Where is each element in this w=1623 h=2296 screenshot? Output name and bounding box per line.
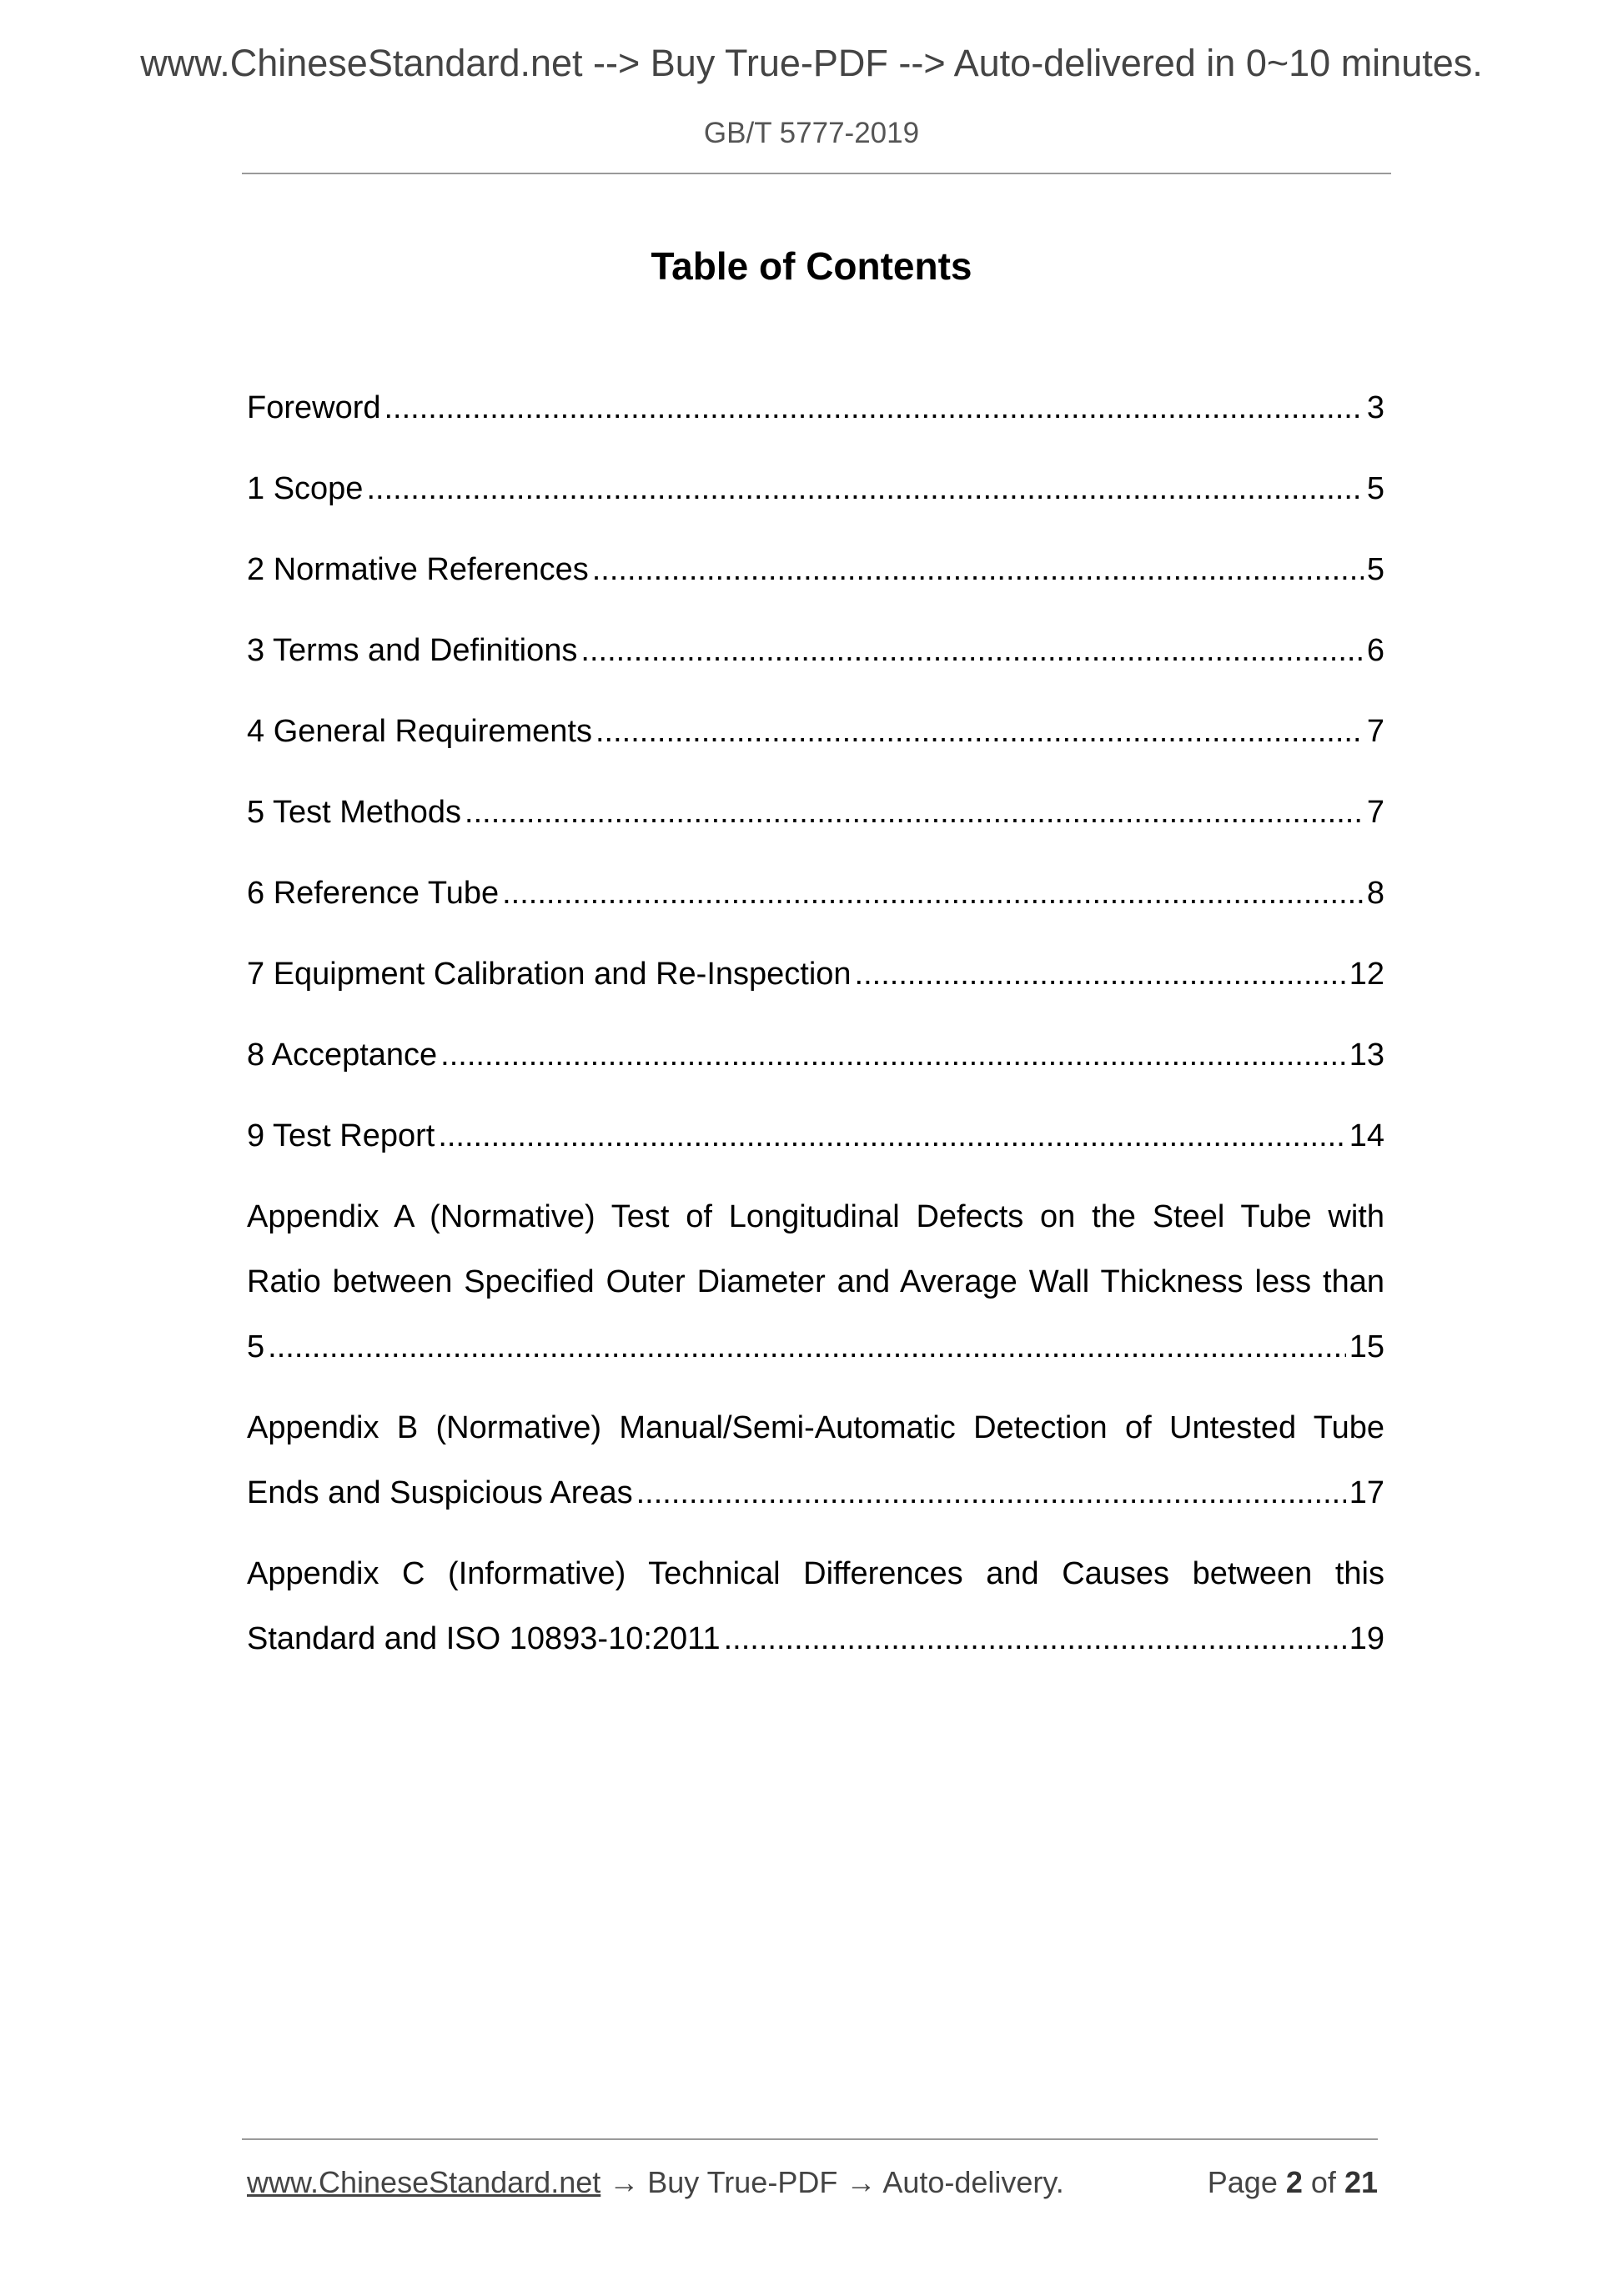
toc-entry-appendix-a[interactable]: [247, 1184, 1384, 1379]
toc-entry-equipment-calibration[interactable]: [247, 942, 1384, 1007]
toc-page-number: 8: [1366, 876, 1384, 911]
toc-entry-text: 1 Scope: [247, 471, 364, 506]
toc-page-number: 17: [1349, 1475, 1384, 1510]
toc-entry-appendix-c[interactable]: [247, 1541, 1384, 1671]
toc-entry-text-line: Ratio between Specified Outer Diameter and Average Wall Thickness less than: [247, 1264, 1384, 1299]
toc-entry-text: 5 Test Methods: [247, 795, 462, 830]
top-banner: www.ChineseStandard.net --> Buy True-PDF --> Auto-delivered in 0~10 minutes.: [140, 42, 1483, 84]
toc-leader-dots: [465, 780, 1364, 845]
toc-entry-terms-definitions[interactable]: [247, 618, 1384, 683]
toc-leader-dots: [438, 1103, 1345, 1168]
toc-leader-dots: [636, 1460, 1346, 1525]
toc-title: Table of Contents: [651, 244, 972, 288]
toc-entry-text: 3 Terms and Definitions: [247, 633, 578, 668]
toc-page-number: 12: [1349, 957, 1384, 992]
toc-entry-text-line: Appendix B (Normative) Manual/Semi-Automatic Detection of Untested Tube: [247, 1410, 1384, 1445]
footer-divider: [242, 2138, 1378, 2140]
toc-entry-test-methods[interactable]: [247, 780, 1384, 845]
toc-entry-text: Standard and ISO 10893-10:2011: [247, 1621, 721, 1656]
footer-website-link[interactable]: www.ChineseStandard.net: [247, 2165, 601, 2199]
toc-page-number: 15: [1349, 1329, 1384, 1364]
header-divider: [242, 173, 1391, 174]
toc-entry-text: 4 General Requirements: [247, 714, 592, 749]
toc-entry-text-line: Appendix A (Normative) Test of Longitudinal Defects on the Steel Tube with: [247, 1199, 1384, 1234]
page-number: 2: [1285, 2165, 1303, 2199]
toc-entry-text: 7 Equipment Calibration and Re-Inspection: [247, 957, 852, 992]
toc-page-number: 3: [1366, 390, 1384, 425]
toc-page-number: 7: [1366, 714, 1384, 749]
footer-left: [247, 2165, 1064, 2200]
toc-leader-dots: [502, 861, 1364, 926]
toc-entry-appendix-b[interactable]: [247, 1395, 1384, 1525]
toc-page-number: 7: [1366, 795, 1384, 830]
toc-entry-text: 6 Reference Tube: [247, 876, 500, 911]
toc-entry-foreword[interactable]: [247, 375, 1384, 440]
toc-page-number: 5: [1366, 552, 1384, 587]
toc-entry-text: 8 Acceptance: [247, 1037, 438, 1073]
toc-leader-dots: [592, 537, 1364, 602]
page-label: Page: [1207, 2165, 1278, 2199]
toc-leader-dots: [580, 618, 1363, 683]
toc-page-number: 6: [1366, 633, 1384, 668]
toc-page-number: 19: [1349, 1621, 1384, 1656]
toc-entry-test-report[interactable]: [247, 1103, 1384, 1168]
toc-entry-normative-references[interactable]: [247, 537, 1384, 602]
table-of-contents: [247, 375, 1384, 1687]
toc-page-number: 14: [1349, 1118, 1384, 1153]
toc-page-number: 5: [1366, 471, 1384, 506]
page-footer: [247, 2165, 1378, 2200]
toc-entry-scope[interactable]: [247, 456, 1384, 521]
footer-tagline: → Buy True-PDF → Auto-delivery.: [600, 2165, 1064, 2199]
toc-page-number: 13: [1349, 1037, 1384, 1073]
of-label: of: [1310, 2165, 1336, 2199]
toc-entry-text: 2 Normative References: [247, 552, 589, 587]
toc-entry-acceptance[interactable]: [247, 1022, 1384, 1088]
toc-entry-text: Foreword: [247, 390, 381, 425]
toc-entry-general-requirements[interactable]: [247, 699, 1384, 764]
toc-leader-dots: [366, 456, 1363, 521]
document-code: GB/T 5777-2019: [703, 117, 920, 149]
toc-leader-dots: [268, 1314, 1346, 1379]
toc-leader-dots: [440, 1022, 1346, 1088]
toc-entry-text: Ends and Suspicious Areas: [247, 1475, 633, 1510]
toc-leader-dots: [724, 1606, 1346, 1671]
toc-entry-text: 5: [247, 1329, 265, 1364]
page-indicator: [1208, 2165, 1378, 2200]
toc-entry-reference-tube[interactable]: [247, 861, 1384, 926]
toc-entry-text-line: Appendix C (Informative) Technical Differences and Causes between this: [247, 1556, 1384, 1591]
toc-entry-text: 9 Test Report: [247, 1118, 435, 1153]
toc-leader-dots: [595, 699, 1364, 764]
total-pages: 21: [1344, 2165, 1378, 2199]
toc-leader-dots: [855, 942, 1346, 1007]
toc-leader-dots: [384, 375, 1364, 440]
